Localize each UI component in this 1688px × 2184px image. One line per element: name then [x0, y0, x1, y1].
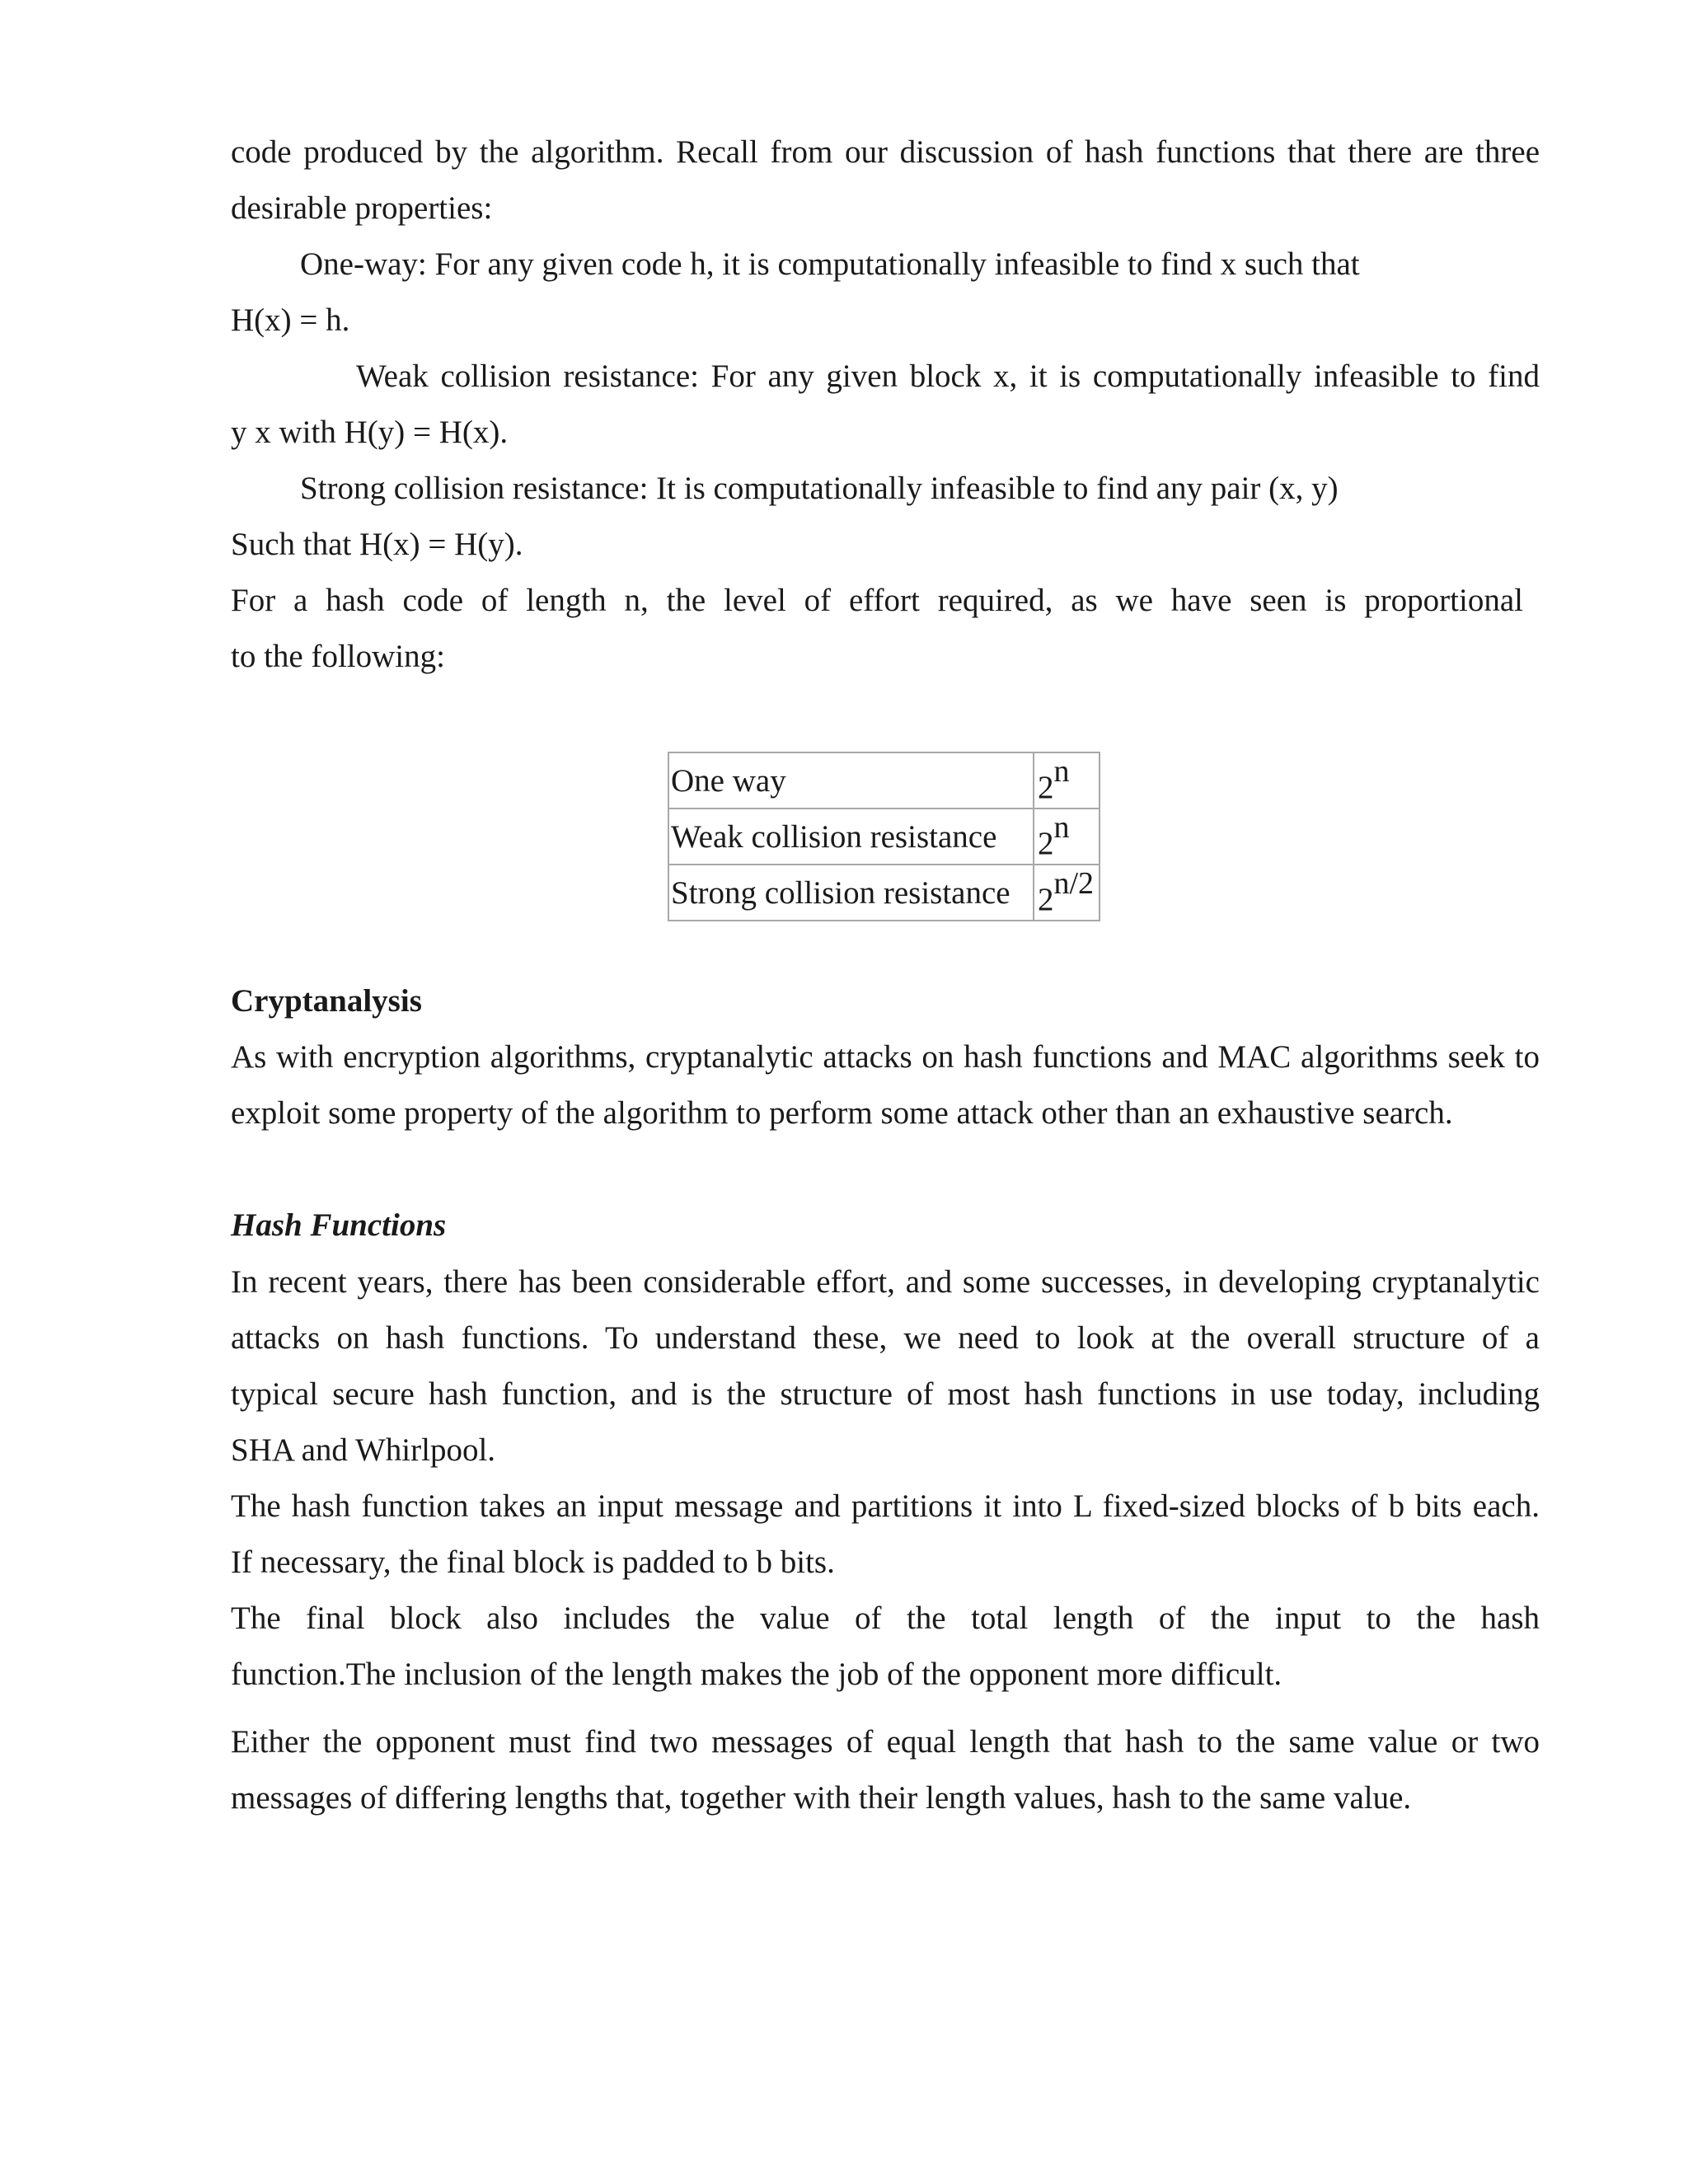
effort-table — [668, 752, 1100, 921]
power-exponent: n — [1053, 753, 1070, 789]
section-heading-hash-functions: Hash Functions — [231, 1207, 447, 1243]
power-exponent: n — [1053, 809, 1070, 845]
weak-collision-property: Weak collision resistance: For any given block x, it is computationally infeasible to find — [356, 359, 1540, 394]
weak-collision-property-cont: y x with H(y) = H(x). — [231, 415, 509, 450]
effort-paragraph-cont: to the following: — [231, 639, 445, 674]
table-cell-effort — [1034, 808, 1100, 865]
hash-paragraph-1: typical secure hash function, and is the structure of most hash functions in use today, including — [231, 1376, 1540, 1412]
power-base: 2 — [1038, 881, 1054, 917]
effort-paragraph: For a hash code of length n, the level of effort required, as we have seen is proportional — [231, 583, 1523, 618]
cryptanalysis-paragraph-cont: exploit some property of the algorithm to perform some attack other than an exhaustive search. — [231, 1095, 1453, 1131]
strong-collision-property-cont: Such that H(x) = H(y). — [231, 527, 523, 562]
cryptanalysis-paragraph: As with encryption algorithms, cryptanalytic attacks on hash functions and MAC algorithms seek to — [231, 1039, 1540, 1075]
hash-paragraph-4: messages of differing lengths that, together with their length values, hash to the same value. — [231, 1780, 1412, 1816]
oneway-property-cont: H(x) = h. — [231, 302, 350, 338]
table-cell-property: Weak collision resistance — [668, 808, 1034, 865]
table-row — [668, 865, 1100, 921]
hash-paragraph-3: The final block also includes the value of the total length of the input to the hash — [231, 1601, 1540, 1636]
power-base: 2 — [1038, 769, 1054, 805]
table-cell-effort — [1034, 865, 1100, 921]
hash-paragraph-1: attacks on hash functions. To understand these, we need to look at the overall structure of a — [231, 1320, 1540, 1356]
intro-line: code produced by the algorithm. Recall from our discussion of hash functions that there are three — [231, 134, 1540, 170]
hash-paragraph-4: Either the opponent must find two messages of equal length that hash to the same value or two — [231, 1724, 1540, 1760]
hash-paragraph-3: function.The inclusion of the length makes the job of the opponent more difficult. — [231, 1657, 1282, 1692]
table-row — [668, 808, 1100, 865]
hash-paragraph-2: If necessary, the final block is padded to b bits. — [231, 1544, 835, 1580]
intro-line: desirable properties: — [231, 190, 493, 226]
hash-paragraph-1: SHA and Whirlpool. — [231, 1432, 496, 1468]
hash-paragraph-1: In recent years, there has been considerable effort, and some successes, in developing cryptanalytic — [231, 1264, 1540, 1300]
oneway-property: One-way: For any given code h, it is computationally infeasible to find x such that — [300, 246, 1360, 282]
power-base: 2 — [1038, 825, 1054, 861]
table-cell-effort — [1034, 752, 1100, 808]
table-cell-property: Strong collision resistance — [668, 865, 1034, 921]
strong-collision-property: Strong collision resistance: It is computationally infeasible to find any pair (x, y) — [300, 471, 1339, 506]
section-heading-cryptanalysis: Cryptanalysis — [231, 983, 422, 1019]
hash-paragraph-2: The hash function takes an input message and partitions it into L fixed-sized blocks of b bits each. — [231, 1488, 1540, 1524]
table-row — [668, 752, 1100, 808]
table-cell-property: One way — [668, 752, 1034, 808]
power-exponent: n/2 — [1053, 865, 1095, 901]
